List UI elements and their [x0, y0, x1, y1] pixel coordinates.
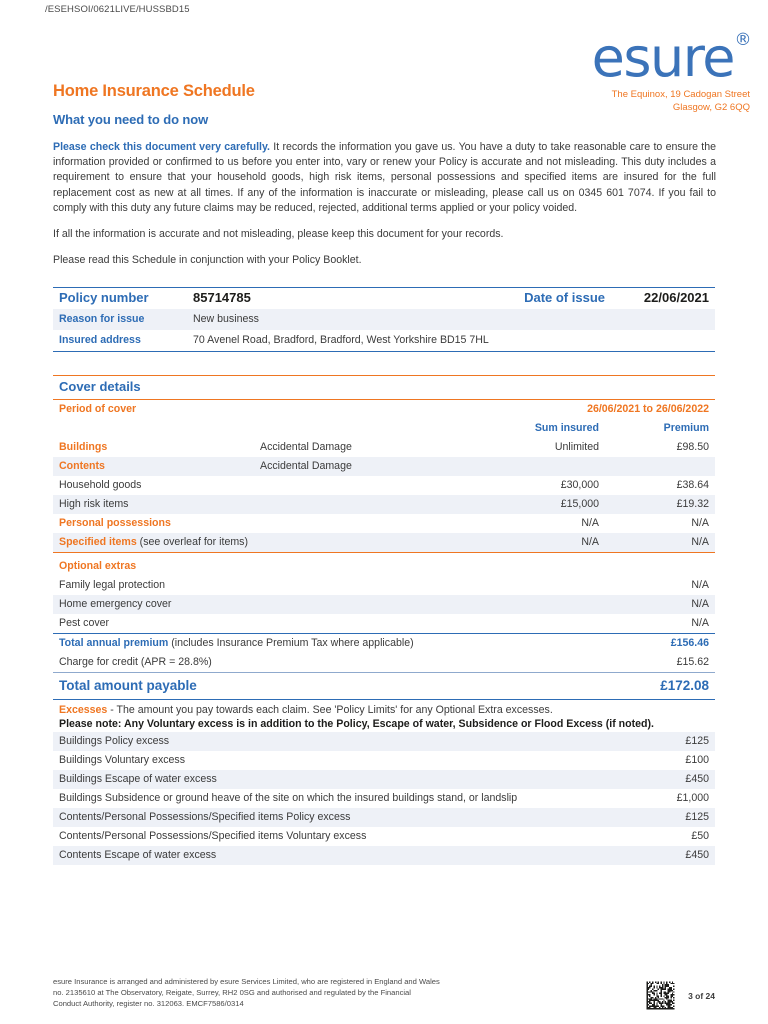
cover-row-label: Buildings [59, 441, 108, 453]
table-row [53, 846, 715, 865]
table-row [53, 476, 715, 495]
total-annual-premium-row [53, 634, 715, 654]
excess-value: £100 [685, 754, 709, 766]
date-of-issue-value: 22/06/2021 [643, 290, 709, 305]
cover-row-detail [254, 514, 475, 533]
table-row [53, 514, 715, 533]
excesses-please-note: Please note: Any Voluntary excess is in addition to the Policy, Escape of water, Subsidence or Flood Excess (if noted). [59, 718, 654, 730]
col-spacer-2 [254, 419, 475, 438]
cover-row-detail [254, 476, 475, 495]
cover-row-sum-insured: N/A [581, 536, 599, 548]
cover-row-detail: Accidental Damage [260, 460, 352, 472]
cover-row-premium: £38.64 [676, 479, 709, 491]
excess-label: Contents/Personal Possessions/Specified items Policy excess [59, 811, 351, 823]
excess-label: Buildings Policy excess [59, 735, 170, 747]
logo-text: esure [591, 26, 734, 89]
intro-bold-lead: Please check this document very carefully. [53, 141, 270, 153]
table-row [53, 438, 715, 457]
column-header-sum-insured: Sum insured [534, 422, 599, 434]
brand-address-line2: Glasgow, G2 6QQ [672, 101, 750, 113]
footer-legal-text [53, 976, 543, 1009]
cover-section-header-row [53, 376, 715, 400]
policy-details-table [53, 287, 715, 352]
brand-logo-block [470, 26, 750, 114]
cover-row-detail [254, 533, 475, 553]
date-of-issue-label: Date of issue [524, 290, 605, 305]
period-spacer [254, 400, 475, 420]
table-row [53, 309, 715, 330]
excess-value: £450 [685, 773, 709, 785]
excesses-heading-line [59, 703, 709, 717]
cover-row-sum-insured: N/A [581, 517, 599, 529]
brand-address [470, 89, 750, 114]
intro-paragraph-1-rest: It records the information you gave us. You have a duty to take reasonable care to ensure the information provided or confirmed to us before you enter into, vary or renew your Policy is accurate and not misleading. This duty includes a requirement to ensure that your household goods, high risk items, personal possessions and specified items are insured for the full replacement cost as new at all times. If any of the information is inaccurate or misleading, please call us on 0345 601 7074. If you fail to comply with this duty any future claims may be reduced, rejected, additional terms applied or your policy voided. [53, 141, 716, 214]
cover-row-detail: Accidental Damage [260, 441, 352, 453]
cover-row-label: Personal possessions [59, 517, 171, 529]
table-row [53, 288, 715, 310]
cover-row-sum-insured: £15,000 [560, 498, 599, 510]
cover-details-block [53, 375, 715, 865]
total-amount-payable-row [53, 673, 715, 700]
optional-extras-body [53, 553, 715, 634]
cover-row-label: Contents [59, 460, 105, 472]
optional-extras-header-row [53, 553, 715, 577]
cover-row-premium: N/A [691, 517, 709, 529]
total-annual-premium-value: £156.46 [670, 637, 709, 649]
cover-row-premium: £19.32 [676, 498, 709, 510]
excess-rows-body [53, 732, 715, 865]
table-row [53, 751, 715, 770]
excess-label: Buildings Subsidence or ground heave of the site on which the insured buildings stand, or landslip [59, 792, 518, 804]
table-row [53, 576, 715, 595]
intro-text [53, 140, 716, 268]
optional-extra-label: Home emergency cover [59, 598, 172, 610]
total-amount-payable-value: £172.08 [660, 678, 709, 693]
cover-row-label: Household goods [59, 479, 142, 491]
charge-for-credit-value: £15.62 [676, 656, 709, 668]
table-row [53, 808, 715, 827]
cover-row-label: Specified items (see overleaf for items) [59, 536, 248, 548]
excess-note-body [53, 700, 715, 733]
excess-value: £125 [685, 811, 709, 823]
intro-paragraph-1 [53, 140, 716, 216]
column-header-premium: Premium [663, 422, 709, 434]
cover-column-header-row [53, 419, 715, 438]
total-annual-premium-note: (includes Insurance Premium Tax where applicable) [168, 637, 414, 649]
excess-value: £50 [691, 830, 709, 842]
excess-value: £1,000 [676, 792, 709, 804]
table-row [53, 732, 715, 751]
table-row [53, 330, 715, 352]
policy-details-block [53, 287, 715, 352]
excess-note-row [53, 700, 715, 733]
footer-right-block [645, 976, 715, 1011]
totals-body [53, 634, 715, 700]
period-of-cover-label: Period of cover [59, 403, 137, 415]
table-row [53, 789, 715, 808]
period-of-cover-row [53, 400, 715, 420]
insured-address-label: Insured address [59, 334, 141, 346]
cover-row-label: High risk items [59, 498, 129, 510]
optional-extra-premium: N/A [691, 598, 709, 610]
optional-extra-premium: N/A [691, 617, 709, 629]
excess-label: Buildings Voluntary excess [59, 754, 186, 766]
reason-for-issue-label: Reason for issue [59, 313, 145, 325]
table-row [53, 495, 715, 514]
policy-number-label: Policy number [59, 290, 149, 305]
cover-row-sum-insured: Unlimited [554, 441, 599, 453]
page-footer [53, 976, 715, 1011]
excess-label: Contents Escape of water excess [59, 849, 217, 861]
datamatrix-barcode-icon [645, 980, 676, 1011]
footer-line-3: Conduct Authority, register no. 312063. EMCF7586/0314 [53, 999, 244, 1008]
excess-value: £450 [685, 849, 709, 861]
excess-note-cell [53, 700, 715, 733]
cover-row-premium [605, 457, 715, 476]
excesses-heading-word: Excesses [59, 704, 108, 716]
page-subtitle: What you need to do now [53, 112, 209, 127]
page-title: Home Insurance Schedule [53, 82, 255, 100]
reason-for-issue-value: New business [193, 313, 259, 325]
col-spacer-1 [53, 419, 254, 438]
footer-line-1: esure Insurance is arranged and administered by esure Services Limited, who are registered in England and Wales [53, 977, 440, 986]
cover-row-premium: N/A [691, 536, 709, 548]
optional-extra-label: Pest cover [59, 617, 110, 629]
optional-extra-label: Family legal protection [59, 579, 165, 591]
cover-row-sum-insured [475, 457, 605, 476]
charge-for-credit-row [53, 653, 715, 673]
intro-paragraph-3: Please read this Schedule in conjunction with your Policy Booklet. [53, 254, 362, 267]
registered-trademark-icon: ® [734, 30, 750, 50]
optional-extra-premium: N/A [691, 579, 709, 591]
excess-value: £125 [685, 735, 709, 747]
brand-address-line1: The Equinox, 19 Cadogan Street [611, 89, 750, 100]
esure-logo [591, 26, 750, 89]
intro-paragraph-2: If all the information is accurate and not misleading, please keep this document for your records. [53, 228, 504, 241]
charge-for-credit-label: Charge for credit (APR = 28.8%) [59, 656, 212, 668]
policy-number-value: 85714785 [193, 290, 251, 305]
table-row [53, 770, 715, 789]
period-of-cover-value: 26/06/2021 to 26/06/2022 [587, 403, 709, 415]
table-row [53, 457, 715, 476]
cover-rows-body [53, 438, 715, 553]
table-row [53, 827, 715, 846]
excess-label: Buildings Escape of water excess [59, 773, 217, 785]
cover-row-premium: £98.50 [676, 441, 709, 453]
table-row [53, 614, 715, 634]
excesses-heading-rest: - The amount you pay towards each claim. See 'Policy Limits' for any Optional Extra excesses. [107, 704, 553, 716]
table-row [53, 595, 715, 614]
cover-details-table [53, 375, 715, 865]
excess-label: Contents/Personal Possessions/Specified items Voluntary excess [59, 830, 367, 842]
insured-address-value: 70 Avenel Road, Bradford, Bradford, West Yorkshire BD15 7HL [193, 334, 489, 346]
cover-row-detail [254, 495, 475, 514]
table-row [53, 533, 715, 553]
total-amount-payable-label: Total amount payable [59, 678, 197, 693]
footer-line-2: no. 2135610 at The Observatory, Reigate, Surrey, RH2 0SG and authorised and regulated by the Financial [53, 988, 411, 997]
page-number: 3 of 24 [688, 990, 715, 1001]
cover-row-sum-insured: £30,000 [560, 479, 599, 491]
optional-extras-heading: Optional extras [59, 560, 137, 572]
total-annual-premium-label-cell [53, 634, 605, 654]
total-annual-premium-label: Total annual premium [59, 637, 169, 649]
document-reference: /ESEHSOI/0621LIVE/HUSSBD15 [45, 4, 190, 15]
cover-details-heading: Cover details [59, 379, 141, 394]
